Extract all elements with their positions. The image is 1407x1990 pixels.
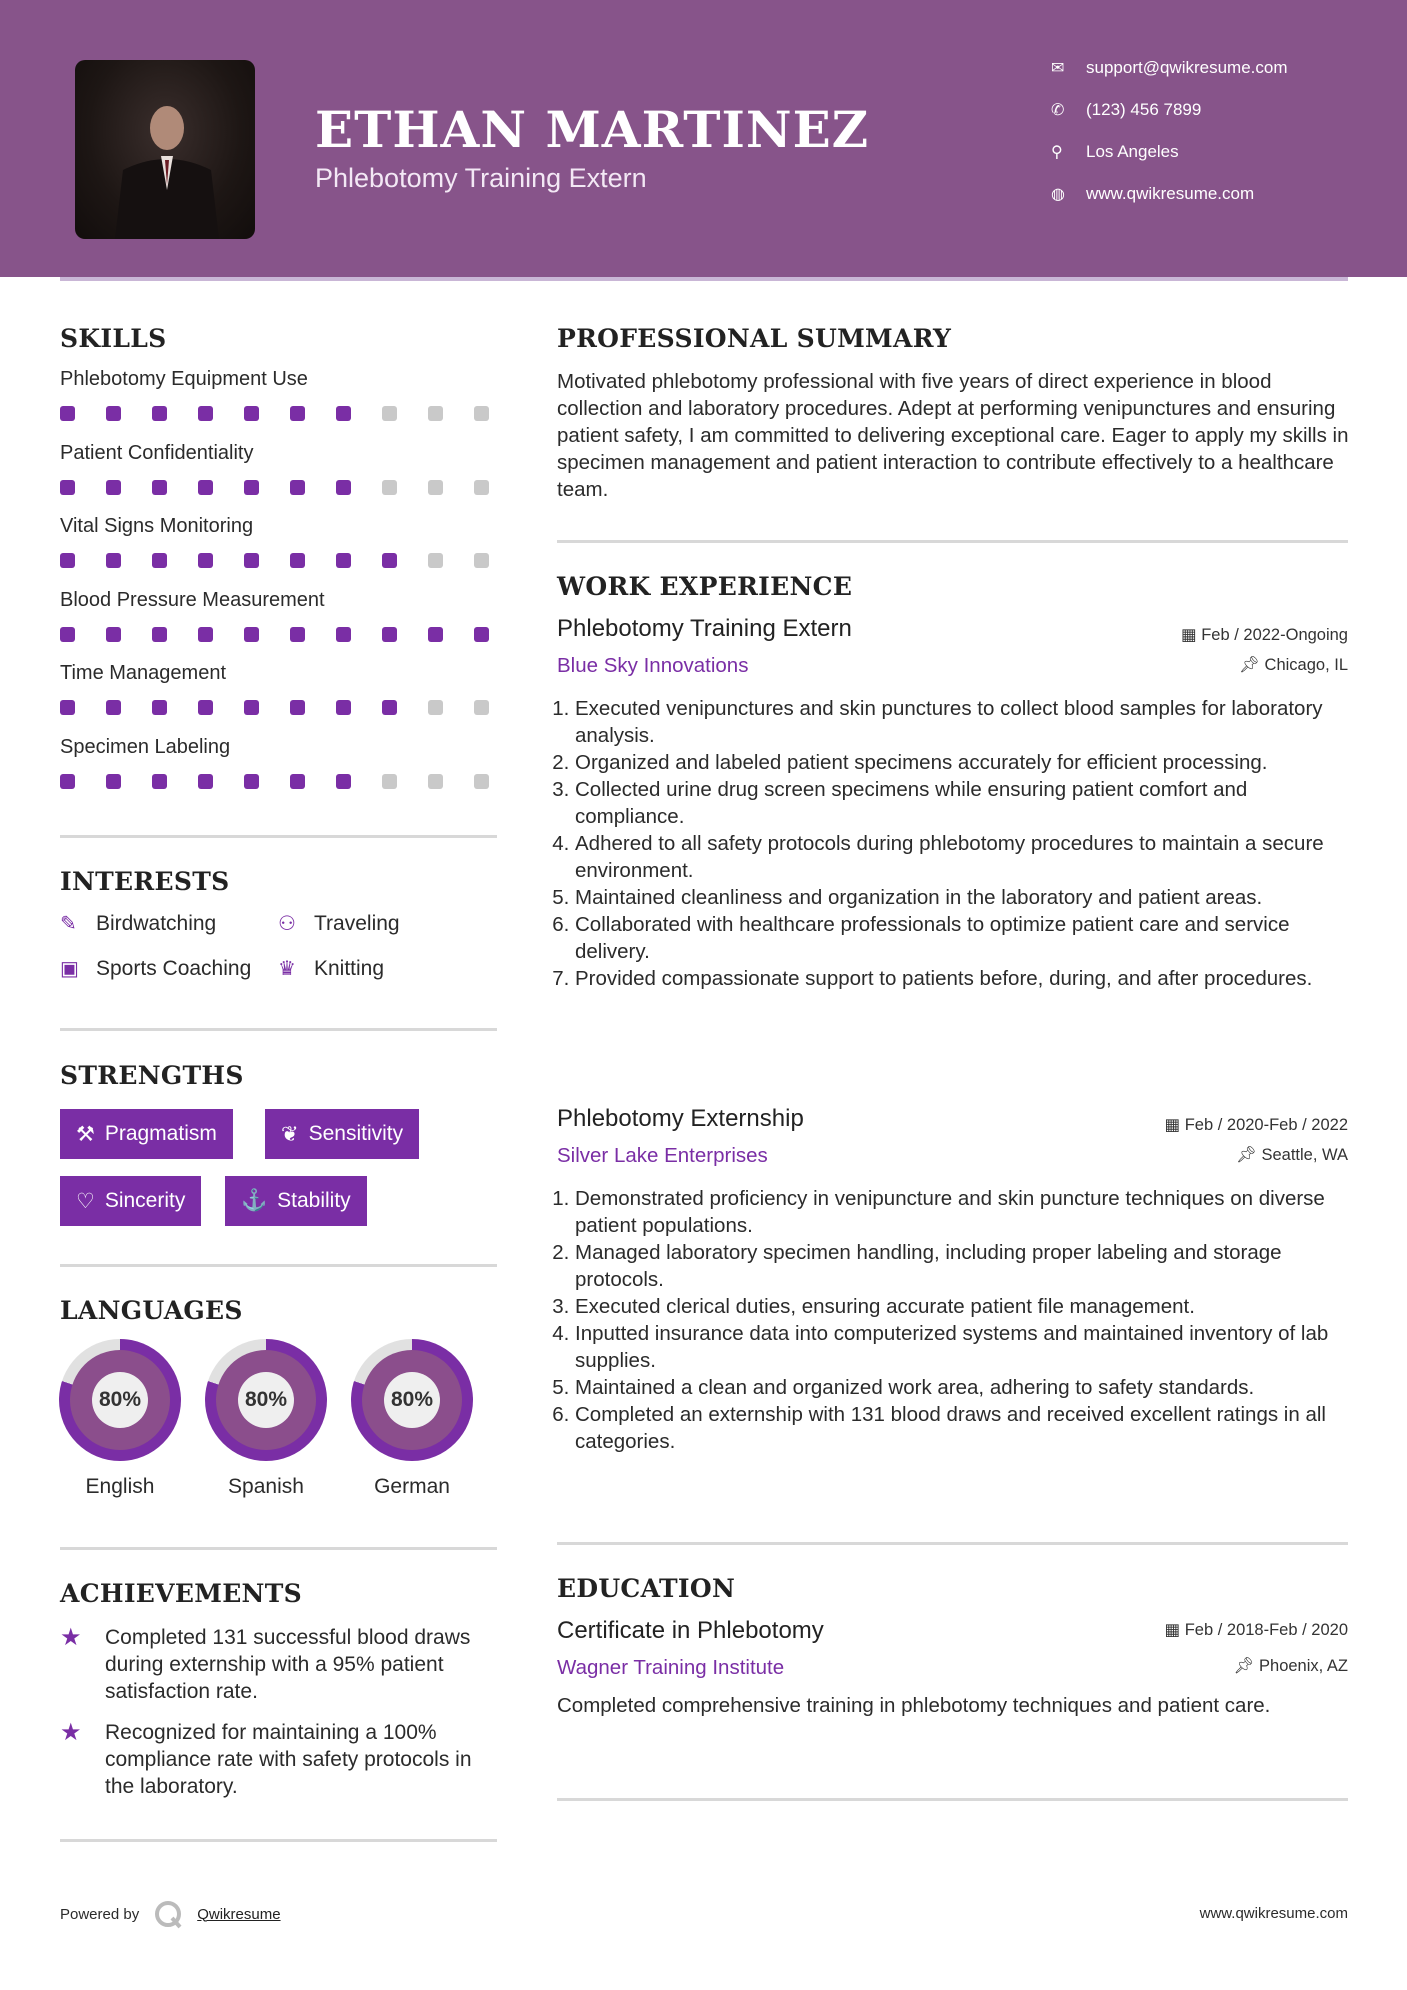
strengths-heading: STRENGTHS	[60, 1061, 244, 1090]
section-divider	[60, 1264, 497, 1267]
job-company: Silver Lake Enterprises	[557, 1144, 768, 1167]
briefcase-icon: ▣	[60, 958, 79, 980]
calendar-icon: ▦	[1181, 626, 1202, 644]
rating-dot	[290, 553, 305, 568]
rating-dot	[198, 480, 213, 495]
rating-dot	[198, 774, 213, 789]
profile-photo	[75, 60, 255, 239]
rating-dot	[198, 553, 213, 568]
education-school: Wagner Training Institute	[557, 1656, 785, 1679]
rating-dot	[336, 406, 351, 421]
job-location	[1239, 656, 1348, 675]
rating-dot	[382, 700, 397, 715]
rating-dot	[152, 480, 167, 495]
header-divider	[60, 277, 1348, 281]
pencil-icon: ✎	[60, 913, 77, 935]
language-item	[347, 1339, 477, 1499]
rating-dot	[290, 774, 305, 789]
interest-label: Sports Coaching	[96, 956, 252, 980]
job-bullet: 2. Managed laboratory specimen handling, including proper labeling and storage protocols.	[575, 1239, 1352, 1293]
anchor-icon: ⚓	[241, 1189, 268, 1212]
contact-text: (123) 456 7899	[1086, 100, 1202, 119]
contact-text: support@qwikresume.com	[1086, 58, 1288, 77]
interest-label: Birdwatching	[96, 911, 217, 935]
leaf-icon: ❦	[281, 1122, 299, 1146]
skill-name: Blood Pressure Measurement	[60, 588, 325, 611]
contact-phone	[1051, 100, 1201, 120]
footer-site[interactable]: www.qwikresume.com	[1199, 1905, 1348, 1922]
skill-rating	[60, 627, 489, 642]
section-divider	[60, 1839, 497, 1842]
rating-dot	[382, 627, 397, 642]
job-bullet: 3. Executed clerical duties, ensuring accurate patient file management.	[575, 1293, 1352, 1320]
rating-dot	[474, 406, 489, 421]
candidate-name: ETHAN MARTINEZ	[315, 100, 870, 159]
rating-dot	[106, 406, 121, 421]
languages-list	[55, 1339, 477, 1499]
language-item	[201, 1339, 331, 1499]
language-percent: 80%	[238, 1372, 294, 1428]
rating-dot	[336, 553, 351, 568]
rating-dot	[106, 700, 121, 715]
job-bullet: 5. Maintained cleanliness and organization in the laboratory and patient areas.	[575, 884, 1352, 911]
location-text: Chicago, IL	[1264, 656, 1348, 674]
interest-label: Traveling	[314, 911, 400, 935]
powered-label: Powered by	[60, 1905, 140, 1923]
pin-icon: 📌︎	[1233, 1657, 1260, 1675]
envelope-icon: ✉	[1051, 60, 1065, 77]
rating-dot	[106, 553, 121, 568]
rating-dot	[244, 480, 259, 495]
summary-heading: PROFESSIONAL SUMMARY	[557, 324, 952, 353]
rating-dot	[428, 406, 443, 421]
interest-item	[278, 911, 400, 936]
rating-dot	[198, 406, 213, 421]
rating-dot	[60, 480, 75, 495]
star-icon: ★	[60, 1624, 82, 1651]
rating-dot	[60, 627, 75, 642]
job-bullet: 1. Demonstrated proficiency in venipuncture and skin puncture techniques on diverse patient populations.	[575, 1185, 1352, 1239]
rating-dot	[290, 480, 305, 495]
pin-icon: 📌︎	[1235, 1146, 1262, 1164]
contact-location	[1051, 142, 1179, 162]
date-text: Feb / 2022-Ongoing	[1201, 626, 1348, 644]
gavel-icon: ⚒	[76, 1122, 95, 1146]
rating-dot	[60, 553, 75, 568]
job-bullet: 7. Provided compassionate support to patients before, during, and after procedures.	[575, 965, 1352, 992]
interests-heading: INTERESTS	[60, 867, 230, 896]
language-percent: 80%	[92, 1372, 148, 1428]
achievement-text: Recognized for maintaining a 100% compliance rate with safety protocols in the laboratory.	[105, 1721, 472, 1798]
rating-dot	[244, 406, 259, 421]
rating-dot	[60, 700, 75, 715]
job-date	[1165, 1115, 1348, 1135]
achievements-heading: ACHIEVEMENTS	[60, 1579, 302, 1608]
skill-rating	[60, 480, 489, 495]
education-date	[1165, 1620, 1348, 1640]
experience-heading: WORK EXPERIENCE	[557, 572, 853, 601]
skills-heading: SKILLS	[60, 324, 167, 353]
language-donut	[351, 1339, 473, 1461]
language-percent: 80%	[384, 1372, 440, 1428]
rating-dot	[244, 553, 259, 568]
location-text: Phoenix, AZ	[1259, 1657, 1348, 1675]
strength-tag	[60, 1109, 233, 1159]
rating-dot	[428, 774, 443, 789]
interest-item	[60, 911, 216, 936]
contact-text: www.qwikresume.com	[1086, 184, 1255, 203]
strength-label: Sincerity	[104, 1189, 186, 1212]
rating-dot	[336, 480, 351, 495]
rating-dot	[382, 406, 397, 421]
job-bullets	[557, 1185, 1352, 1455]
job-bullet: 6. Completed an externship with 131 blood draws and received excellent ratings in all categories.	[575, 1401, 1352, 1455]
date-text: Feb / 2018-Feb / 2020	[1184, 1621, 1348, 1639]
qwikresume-logo-icon	[153, 1899, 183, 1929]
job-bullet: 4. Adhered to all safety protocols during phlebotomy procedures to maintain a secure environment.	[575, 830, 1352, 884]
section-divider	[60, 835, 497, 838]
rating-dot	[152, 553, 167, 568]
strength-tag	[225, 1176, 367, 1226]
achievement-item	[60, 1719, 497, 1800]
job-bullet: 6. Collaborated with healthcare professionals to optimize patient care and service delivery.	[575, 911, 1352, 965]
rating-dot	[290, 406, 305, 421]
calendar-icon: ▦	[1164, 1621, 1185, 1639]
job-location	[1236, 1146, 1348, 1165]
phone-icon: ✆	[1051, 102, 1065, 119]
language-name: English	[85, 1475, 155, 1498]
strength-label: Stability	[277, 1189, 351, 1212]
job-bullets	[557, 695, 1352, 992]
strength-label: Sensitivity	[308, 1122, 404, 1145]
interest-label: Knitting	[314, 956, 385, 980]
education-degree: Certificate in Phlebotomy	[557, 1617, 824, 1644]
candidate-role: Phlebotomy Training Extern	[315, 163, 647, 193]
skill-rating	[60, 700, 489, 715]
star-icon: ★	[60, 1719, 82, 1746]
skill-rating	[60, 774, 489, 789]
rating-dot	[106, 774, 121, 789]
strength-label: Pragmatism	[104, 1122, 217, 1145]
location-text: Seattle, WA	[1261, 1146, 1348, 1164]
job-bullet: 3. Collected urine drug screen specimens while ensuring patient comfort and compliance.	[575, 776, 1352, 830]
skill-name: Vital Signs Monitoring	[60, 515, 254, 538]
interest-item	[60, 956, 251, 981]
heart-icon: ♡	[76, 1189, 95, 1213]
rating-dot	[474, 480, 489, 495]
rating-dot	[244, 774, 259, 789]
rating-dot	[474, 627, 489, 642]
rating-dot	[106, 627, 121, 642]
section-divider	[557, 1542, 1348, 1545]
rating-dot	[474, 700, 489, 715]
rating-dot	[198, 700, 213, 715]
qwikresume-link[interactable]: Qwikresume	[197, 1905, 281, 1923]
education-location	[1233, 1657, 1348, 1676]
language-donut	[59, 1339, 181, 1461]
binoculars-icon: ⚇	[278, 913, 296, 935]
achievement-text: Completed 131 successful blood draws during externship with a 95% patient satisfaction rate.	[105, 1626, 471, 1703]
section-divider	[60, 1028, 497, 1031]
rating-dot	[290, 627, 305, 642]
rating-dot	[106, 480, 121, 495]
language-item	[55, 1339, 185, 1499]
rating-dot	[428, 480, 443, 495]
skill-name: Patient Confidentiality	[60, 441, 254, 464]
education-text: Completed comprehensive training in phlebotomy techniques and patient care.	[557, 1694, 1271, 1717]
rating-dot	[474, 774, 489, 789]
rating-dot	[244, 627, 259, 642]
rating-dot	[382, 480, 397, 495]
rating-dot	[336, 700, 351, 715]
trophy-icon: ♛	[278, 958, 296, 980]
skill-name: Specimen Labeling	[60, 736, 231, 758]
globe-icon: ◍	[1051, 186, 1065, 203]
rating-dot	[152, 406, 167, 421]
job-company: Blue Sky Innovations	[557, 654, 749, 677]
rating-dot	[428, 700, 443, 715]
rating-dot	[152, 627, 167, 642]
rating-dot	[244, 700, 259, 715]
education-heading: EDUCATION	[557, 1574, 736, 1603]
summary-text: Motivated phlebotomy professional with five years of direct experience in blood collection and laboratory procedures. Adept at performing venipunctures and ensuring patient safety, I am committed to delivering exceptional care. Eager to apply my skills in specimen management and patient interaction to contribute effectively to a healthcare team.	[557, 370, 1349, 501]
rating-dot	[336, 627, 351, 642]
rating-dot	[474, 553, 489, 568]
date-text: Feb / 2020-Feb / 2022	[1184, 1116, 1348, 1134]
rating-dot	[336, 774, 351, 789]
section-divider	[557, 540, 1348, 543]
rating-dot	[428, 553, 443, 568]
job-date	[1181, 625, 1348, 645]
calendar-icon: ▦	[1164, 1116, 1185, 1134]
skill-rating	[60, 406, 489, 421]
job-bullet: 4. Inputted insurance data into computerized systems and maintained inventory of lab supplies.	[575, 1320, 1352, 1374]
language-name: Spanish	[228, 1475, 304, 1498]
strength-tag	[60, 1176, 201, 1226]
interest-item	[278, 956, 384, 981]
pin-icon: 📌︎	[1238, 656, 1265, 674]
rating-dot	[152, 700, 167, 715]
job-bullet: 1. Executed venipunctures and skin punctures to collect blood samples for laboratory analysis.	[575, 695, 1352, 749]
rating-dot	[290, 700, 305, 715]
section-divider	[60, 1547, 497, 1550]
footer-powered	[60, 1899, 281, 1929]
skill-name: Phlebotomy Equipment Use	[60, 368, 308, 390]
skill-name: Time Management	[60, 662, 226, 685]
contact-text: Los Angeles	[1086, 142, 1179, 161]
achievement-item	[60, 1624, 497, 1705]
skill-rating	[60, 553, 489, 568]
job-title: Phlebotomy Externship	[557, 1105, 804, 1132]
contact-website[interactable]	[1051, 184, 1254, 204]
job-bullet: 2. Organized and labeled patient specimens accurately for efficient processing.	[575, 749, 1352, 776]
rating-dot	[152, 774, 167, 789]
language-name: German	[374, 1475, 450, 1498]
section-divider	[557, 1798, 1348, 1801]
rating-dot	[60, 406, 75, 421]
rating-dot	[60, 774, 75, 789]
rating-dot	[428, 627, 443, 642]
contact-email[interactable]	[1051, 58, 1288, 78]
language-donut	[205, 1339, 327, 1461]
languages-heading: LANGUAGES	[60, 1296, 243, 1325]
job-bullet: 5. Maintained a clean and organized work area, adhering to safety standards.	[575, 1374, 1352, 1401]
job-title: Phlebotomy Training Extern	[557, 615, 852, 642]
rating-dot	[198, 627, 213, 642]
rating-dot	[382, 774, 397, 789]
rating-dot	[382, 553, 397, 568]
strength-tag	[265, 1109, 419, 1159]
map-marker-icon: ⚲	[1051, 144, 1063, 161]
